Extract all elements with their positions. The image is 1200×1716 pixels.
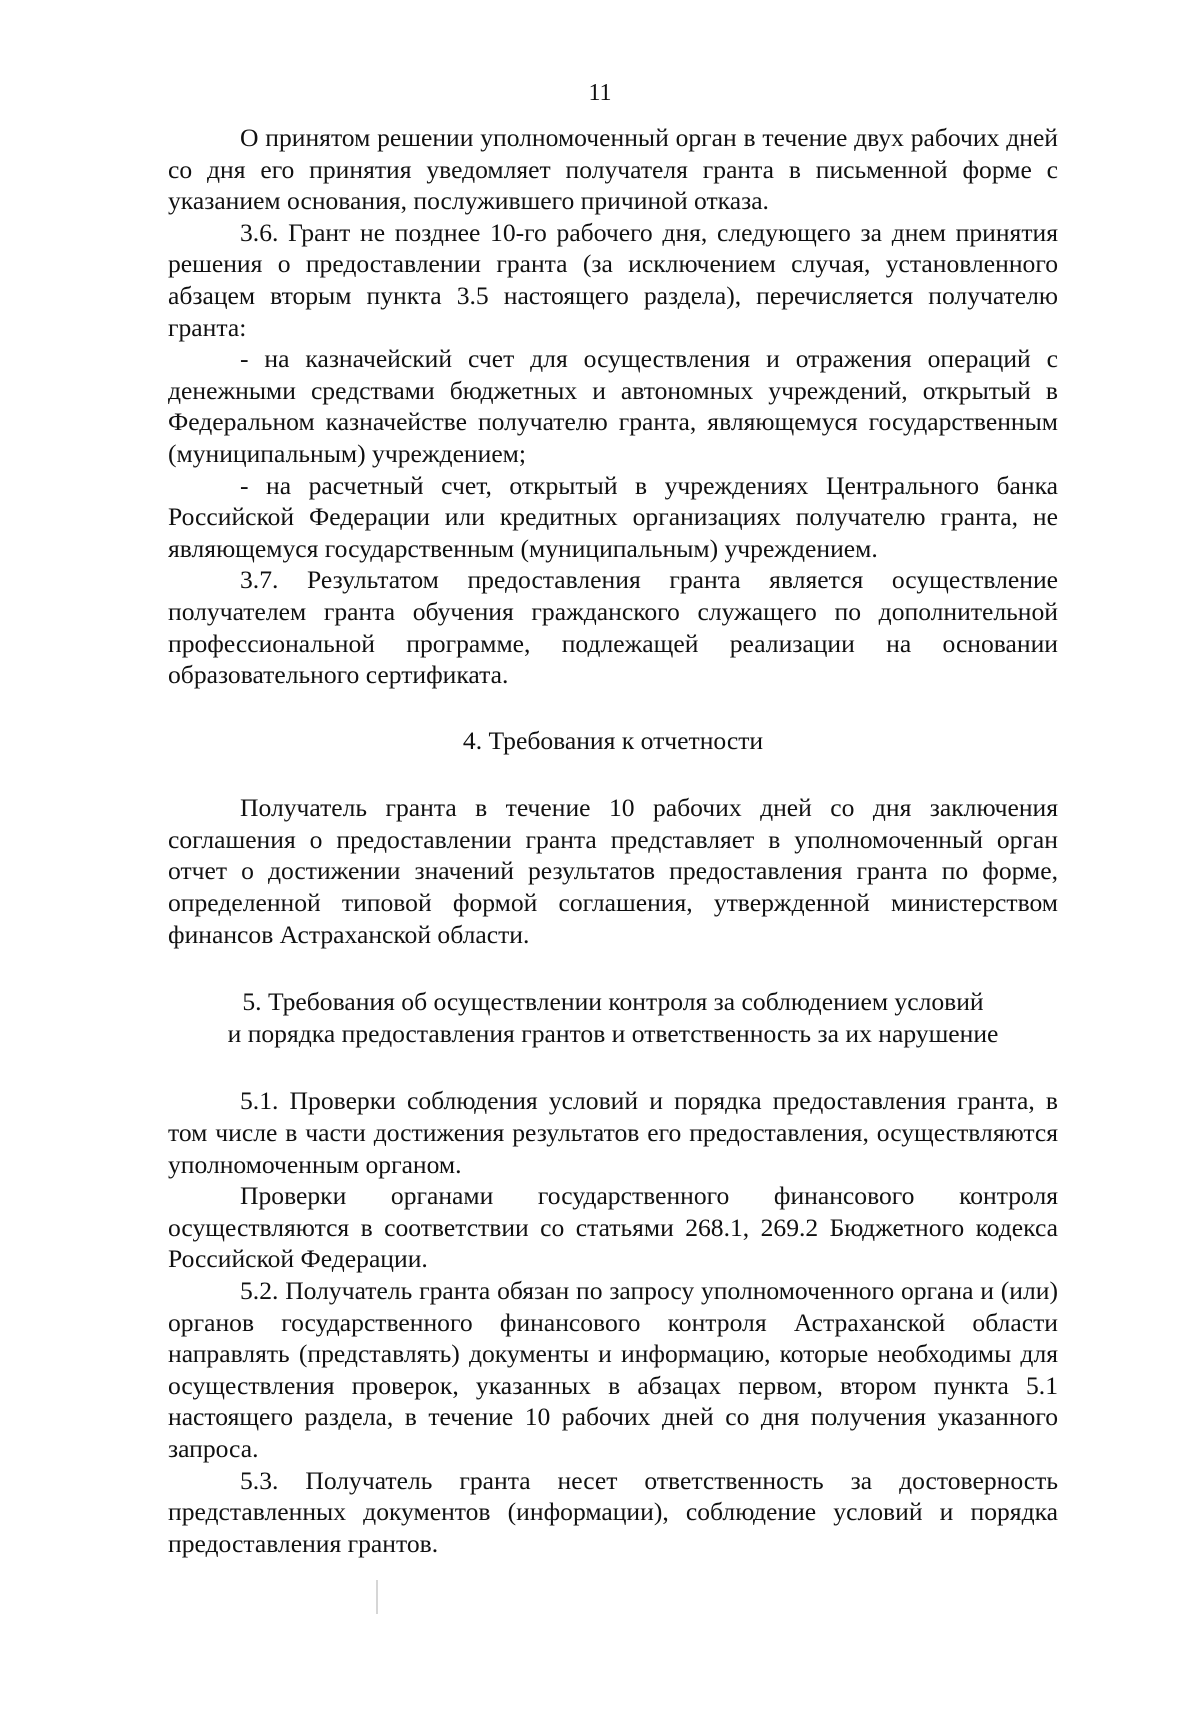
- document-body: [168, 122, 1058, 1559]
- section-5-heading: [168, 986, 1058, 1049]
- section-5-heading-line-1: 5. Требования об осуществлении контроля за соблюдением условий: [242, 987, 984, 1017]
- section-4-heading: 4. Требования к отчетности: [462, 725, 764, 755]
- list-item-treasury-account: - на казначейский счет для осуществления и отражения операций с денежными средствами бюджетных и автономных учреждений, открытый в Федеральном казначействе получателю гранта, являющемуся государственным (муниципальным) учреждением;: [168, 344, 1058, 468]
- paragraph-3-7: 3.7. Результатом предоставления гранта является осуществление получателем гранта обучения гражданского служащего по дополнительной профессиональной программе, подлежащей реализации на основании образовательного сертификата.: [168, 565, 1058, 690]
- section-5-heading-line-2: и порядка предоставления грантов и ответственность за их нарушение: [227, 1018, 999, 1048]
- paragraph-3-6: 3.6. Грант не позднее 10-го рабочего дня, следующего за днем принятия решения о предоставлении гранта (за исключением случая, установленного абзацем вторым пункта 3.5 настоящего раздела), перечисляется получателю гранта:: [168, 217, 1058, 342]
- scan-artifact: [376, 1580, 378, 1614]
- paragraph-5-1: 5.1. Проверки соблюдения условий и порядка предоставления гранта, в том числе в части достижения результатов его предоставления, осуществляются уполномоченным органом.: [168, 1086, 1058, 1179]
- paragraph-5-3: 5.3. Получатель гранта несет ответственность за достоверность представленных документов (информации), соблюдение условий и порядка предоставления грантов.: [168, 1465, 1058, 1558]
- paragraph-5-1-financial-control: Проверки органами государственного финансового контроля осуществляются в соответствии со статьями 268.1, 269.2 Бюджетного кодекса Российской Федерации.: [168, 1181, 1058, 1274]
- paragraph-refusal-notice: О принятом решении уполномоченный орган в течение двух рабочих дней со дня его принятия уведомляет получателя гранта в письменной форме с указанием основания, послужившего причиной отказа.: [168, 123, 1058, 216]
- paragraph-5-2: 5.2. Получатель гранта обязан по запросу уполномоченного органа и (или) органов государственного финансового контроля Астраханской области направлять (представлять) документы и информацию, которые необходимы для осуществления проверок, указанных в абзацах первом, втором пункта 5.1 настоящего раздела, в течение 10 рабочих дней со дня получения указанного запроса.: [168, 1276, 1058, 1463]
- list-item-settlement-account: - на расчетный счет, открытый в учреждениях Центрального банка Российской Федерации или кредитных организациях получателю гранта, не являющемуся государственным (муниципальным) учреждением.: [168, 470, 1058, 563]
- page-number: 11: [588, 80, 612, 106]
- paragraph-reporting: Получатель гранта в течение 10 рабочих дней со дня заключения соглашения о предоставлении гранта представляет в уполномоченный орган отчет о достижении значений результатов предоставления гранта по форме, определенной типовой формой соглашения, утвержденной министерством финансов Астраханской области.: [168, 793, 1058, 949]
